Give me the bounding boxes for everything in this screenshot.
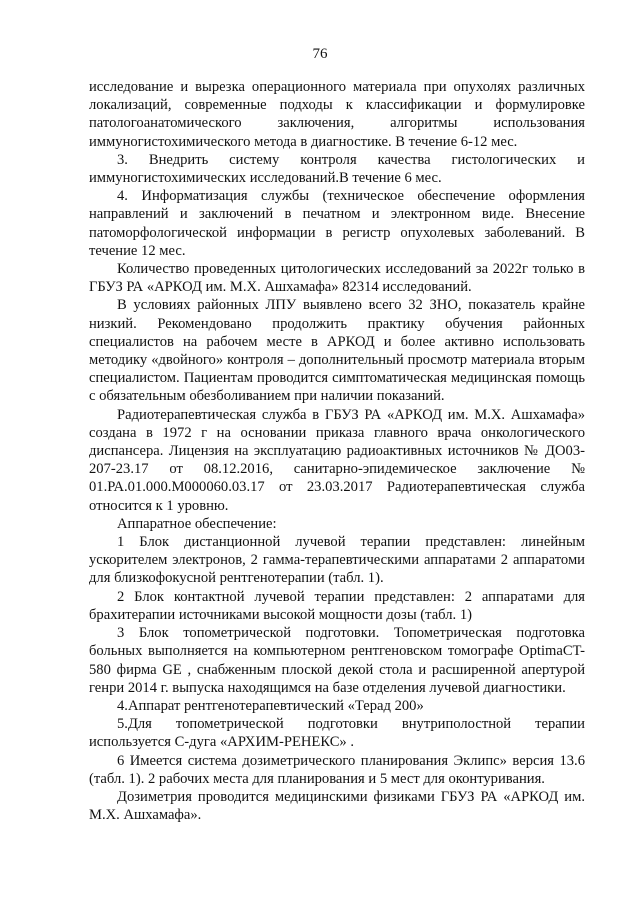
paragraph-radiotherapy-service: Радиотерапевтическая служба в ГБУЗ РА «АРКОД им. М.Х. Ашхамафа» создана в 1972 г на основании приказа главного врача онкологического диспансера. Лицензия на эксплуатацию радиоактивных источников № ДО03-207-23.17 от 08.12.2016, санитарно-эпидемическое заключение № 01.РА.01.000.М000060.03.17 от 23.03.2017 Радиотерапевтическая служба относится к 1 уровню. <box>89 406 585 514</box>
paragraph-equipment-heading: Аппаратное обеспечение: <box>117 515 277 532</box>
paragraph-cytology-count: Количество проведенных цитологических исследований за 2022г только в ГБУЗ РА «АРКОД им. М.Х. Ашхамафа» 82314 исследований. <box>89 261 585 296</box>
paragraph-external-beam-unit: 1 Блок дистанционной лучевой терапии представлен: линейным ускорителем электронов, 2 гамма-терапевтическими аппаратами 2 аппаратоми для близкофокусной рентгенотерапии (табл. 1). <box>89 534 585 587</box>
paragraph-topometry-unit: 3 Блок топометрической подготовки. Топометрическая подготовка больных выполняется на компьютерном рентгеновском томографе OptimaCT-580 фирма GE , снабженным плоской декой стола и расширенной апертурой генри 2014 г. выпуска находящимся на базе отделения лучевой диагностики. <box>89 625 585 696</box>
paragraph-brachytherapy-unit: 2 Блок контактной лучевой терапии представлен: 2 аппаратами для брахитерапии источниками высокой мощности дозы (табл. 1) <box>89 588 585 623</box>
paragraph-continuation: исследование и вырезка операционного материала при опухолях различных локализаций, современные подходы к классификации и формулировке патологоанатомического заключения, алгоритмы использования иммуногистохимического метода в диагностике. В течение 6-12 мес. <box>89 79 585 150</box>
body-text <box>89 78 585 824</box>
paragraph-quality-control: 3. Внедрить систему контроля качества гистологических и иммуногистохимических исследований.В течение 6 мес. <box>89 151 585 187</box>
paragraph-c-arm: 5.Для топометрической подготовки внутриполостной терапии используется С-дуга «АРХИМ-РЕНЕКС» . <box>89 716 585 751</box>
page-number: 76 <box>312 46 328 62</box>
paragraph-informatization: 4. Информатизация службы (техническое обеспечение оформления направлений и заключений в печатном и электронном виде. Внесение патоморфологической информации в регистр опухолевых заболеваний. В течение 12 мес. <box>89 188 585 259</box>
paragraph-dosimetry: Дозиметрия проводится медицинскими физиками ГБУЗ РА «АРКОД им. М.Х. Ашхамафа». <box>89 788 585 824</box>
paragraph-xray-apparatus: 4.Аппарат рентгенотерапевтический «Терад 200» <box>117 697 424 714</box>
paragraph-district-clinics: В условиях районных ЛПУ выявлено всего 32 ЗНО, показатель крайне низкий. Рекомендовано продолжить практику обучения районных специалистов на рабочем месте в АРКОД и более активно использовать методику «двойного» контроля – дополнительный просмотр материала вторым специалистом. Пациентам проводится симптоматическая медицинская помощь с обязательным обезболиванием при наличии показаний. <box>89 297 585 405</box>
paragraph-planning-system: 6 Имеется система дозиметрического планирования Эклипс» версия 13.6 (табл. 1). 2 рабочих места для планирования и 5 мест для оконтуривания. <box>89 752 585 787</box>
